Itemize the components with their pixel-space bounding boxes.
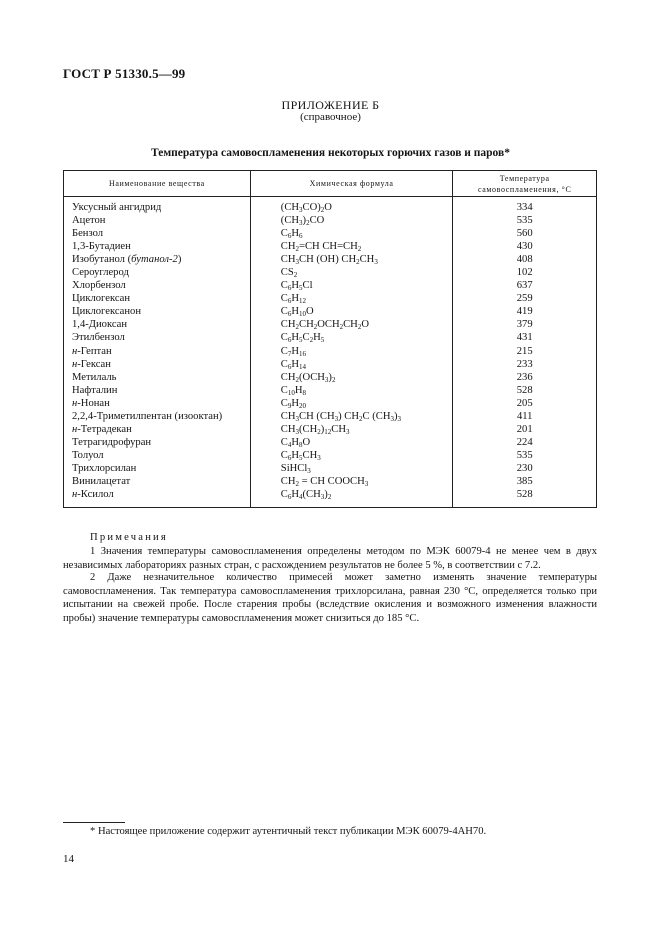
chemical-formula-cell: SiHCl$_3$ [250, 462, 453, 475]
chemical-formula-cell: $C_4H_8O$ [250, 436, 453, 449]
table-row [64, 197, 597, 215]
table-row [64, 227, 597, 240]
autoignition-temperature-cell: 535 [453, 214, 597, 227]
substance-name-cell: Циклогексан [64, 292, 251, 305]
chemical-formula-cell: $C_6H_{14}$ [250, 358, 453, 371]
substance-name-cell: Винилацетат [64, 475, 251, 488]
chemical-formula-cell: $(CH_3)_2CO$ [250, 214, 453, 227]
substance-name-cell: 1,4-Диоксан [64, 318, 251, 331]
substance-name-cell: 2,2,4-Триметилпентан (изооктан) [64, 410, 251, 423]
chemical-formula-cell: $C_7H_{16}$ [250, 345, 453, 358]
chemical-formula-cell: $CH_2(OCH_3)_2$ [250, 371, 453, 384]
table-row [64, 475, 597, 488]
header-temp-line2: самовоспламенения, °С [478, 184, 572, 194]
header-substance-name: Наименование вещества [64, 171, 251, 197]
table-row [64, 462, 597, 475]
header-chemical-formula: Химическая формула [250, 171, 453, 197]
chemical-formula-cell: $C_6H_{10}O$ [250, 305, 453, 318]
table-row [64, 266, 597, 279]
table-row [64, 436, 597, 449]
substance-name-cell: Нафталин [64, 384, 251, 397]
footnote-divider [63, 822, 125, 823]
substance-name-cell: 1,3-Бутадиен [64, 240, 251, 253]
chemical-formula-cell: $C_9H_{20}$ [250, 397, 453, 410]
table-row [64, 292, 597, 305]
autoignition-temperature-cell: 430 [453, 240, 597, 253]
chemical-formula-cell: $C_6H_5CH_3$ [250, 449, 453, 462]
table-row [64, 488, 597, 508]
substance-name-cell: Толуол [64, 449, 251, 462]
autoignition-temperature-cell: 379 [453, 318, 597, 331]
table-row [64, 305, 597, 318]
table-row [64, 279, 597, 292]
table-row [64, 253, 597, 266]
table-row [64, 214, 597, 227]
footnote: * Настоящее приложение содержит аутентичный текст публикации МЭК 60079-4АH70. [90, 826, 487, 837]
substance-name-cell: н-Нонан [64, 397, 251, 410]
table-row [64, 384, 597, 397]
substance-name-cell: Хлорбензол [64, 279, 251, 292]
substance-name-cell: н-Гексан [64, 358, 251, 371]
chemical-formula-cell: $C_6H_5Cl$ [250, 279, 453, 292]
header-temp-line1: Температура [499, 173, 550, 183]
autoignition-temperature-cell: 224 [453, 436, 597, 449]
chemical-formula-cell: $C_{10}H_8$ [250, 384, 453, 397]
substance-name-cell: н-Тетрадекан [64, 423, 251, 436]
note-2: 2 Даже незначительное количество примесей может заметно изменять значение температуры самовоспламенения. Так температура самовоспламенения трихлорсилана, равная 230 °С, определяется только при испытании на свежей пробе. После старения пробы (вследствие окисления и возможного изменения влажности пробы) значение температуры самовоспламенения может снизиться до 185 °С. [63, 572, 597, 624]
chemical-formula-cell: $CH_2=CH$ $CH=CH_2$ [250, 240, 453, 253]
table-row [64, 240, 597, 253]
chemical-formula-cell: $CS_2$ [250, 266, 453, 279]
autoignition-temperature-cell: 201 [453, 423, 597, 436]
table-title: Температура самовоспламенения некоторых горючих газов и паров* [151, 147, 510, 159]
autoignition-temperature-cell: 102 [453, 266, 597, 279]
substance-name-cell: Трихлорсилан [64, 462, 251, 475]
header-autoignition-temperature [453, 171, 597, 197]
note-1: 1 Значения температуры самовоспламенения определены методом по МЭК 60079-4 не менее чем в двух независимых лабораториях разных стран, с расхождением результатов не более 5 %, в соответствии с 7.2. [63, 546, 597, 571]
substance-name-cell: н-Ксилол [64, 488, 251, 508]
substance-name-cell: Этилбензол [64, 331, 251, 344]
autoignition-temperature-cell: 215 [453, 345, 597, 358]
annex-title: ПРИЛОЖЕНИЕ Б [281, 98, 380, 112]
autoignition-temperature-cell: 385 [453, 475, 597, 488]
autoignition-table [63, 170, 597, 508]
autoignition-temperature-cell: 236 [453, 371, 597, 384]
annex-subtitle: (справочное) [300, 111, 361, 123]
substance-name-cell: Сероуглерод [64, 266, 251, 279]
chemical-formula-cell: $CH_2CH_2OCH_2CH_2O$ [250, 318, 453, 331]
table-row [64, 331, 597, 344]
autoignition-temperature-cell: 528 [453, 488, 597, 508]
autoignition-temperature-cell: 233 [453, 358, 597, 371]
autoignition-temperature-cell: 205 [453, 397, 597, 410]
document-code: ГОСТ Р 51330.5—99 [63, 66, 186, 81]
table-body [64, 197, 597, 508]
table-row [64, 371, 597, 384]
substance-name-cell: Ацетон [64, 214, 251, 227]
table-row [64, 410, 597, 423]
autoignition-temperature-cell: 230 [453, 462, 597, 475]
table-row [64, 318, 597, 331]
page-number: 14 [63, 853, 74, 865]
autoignition-temperature-cell: 431 [453, 331, 597, 344]
substance-name-cell: Уксусный ангидрид [64, 197, 251, 215]
chemical-formula-cell: $(CH_3CO)_2O$ [250, 197, 453, 215]
autoignition-temperature-cell: 334 [453, 197, 597, 215]
table-row [64, 358, 597, 371]
substance-name-cell: Изобутанол (бутанол-2) [64, 253, 251, 266]
autoignition-temperature-cell: 637 [453, 279, 597, 292]
substance-name-cell: н-Гептан [64, 345, 251, 358]
table-row [64, 397, 597, 410]
notes-heading: Примечания [90, 532, 168, 543]
substance-name-cell: Метилаль [64, 371, 251, 384]
chemical-formula-cell: $CH_3CH$ (OH) $CH_2CH_3$ [250, 253, 453, 266]
autoignition-temperature-cell: 419 [453, 305, 597, 318]
autoignition-temperature-cell: 411 [453, 410, 597, 423]
table-header-row [64, 171, 597, 197]
table-row [64, 449, 597, 462]
chemical-formula-cell: $C_6H_6$ [250, 227, 453, 240]
chemical-formula-cell: $CH_3(CH_2)_{12}CH_3$ [250, 423, 453, 436]
substance-name-cell: Тетрагидрофуран [64, 436, 251, 449]
chemical-formula-cell: $C_6H_5C_2H_5$ [250, 331, 453, 344]
chemical-formula-cell: $C_6H_{12}$ [250, 292, 453, 305]
chemical-formula-cell: $C_6H_4(CH_3)_2$ [250, 488, 453, 508]
substance-name-cell: Циклогексанон [64, 305, 251, 318]
chemical-formula-cell: $CH_3CH$ $(CH_3)$ $CH_2C$ $(CH_3)_3$ [250, 410, 453, 423]
table-row [64, 423, 597, 436]
autoignition-temperature-cell: 528 [453, 384, 597, 397]
autoignition-temperature-cell: 408 [453, 253, 597, 266]
chemical-formula-cell: $CH_2$ = CH $COOCH_3$ [250, 475, 453, 488]
autoignition-temperature-cell: 560 [453, 227, 597, 240]
table-row [64, 345, 597, 358]
substance-name-cell: Бензол [64, 227, 251, 240]
autoignition-temperature-cell: 259 [453, 292, 597, 305]
autoignition-temperature-cell: 535 [453, 449, 597, 462]
